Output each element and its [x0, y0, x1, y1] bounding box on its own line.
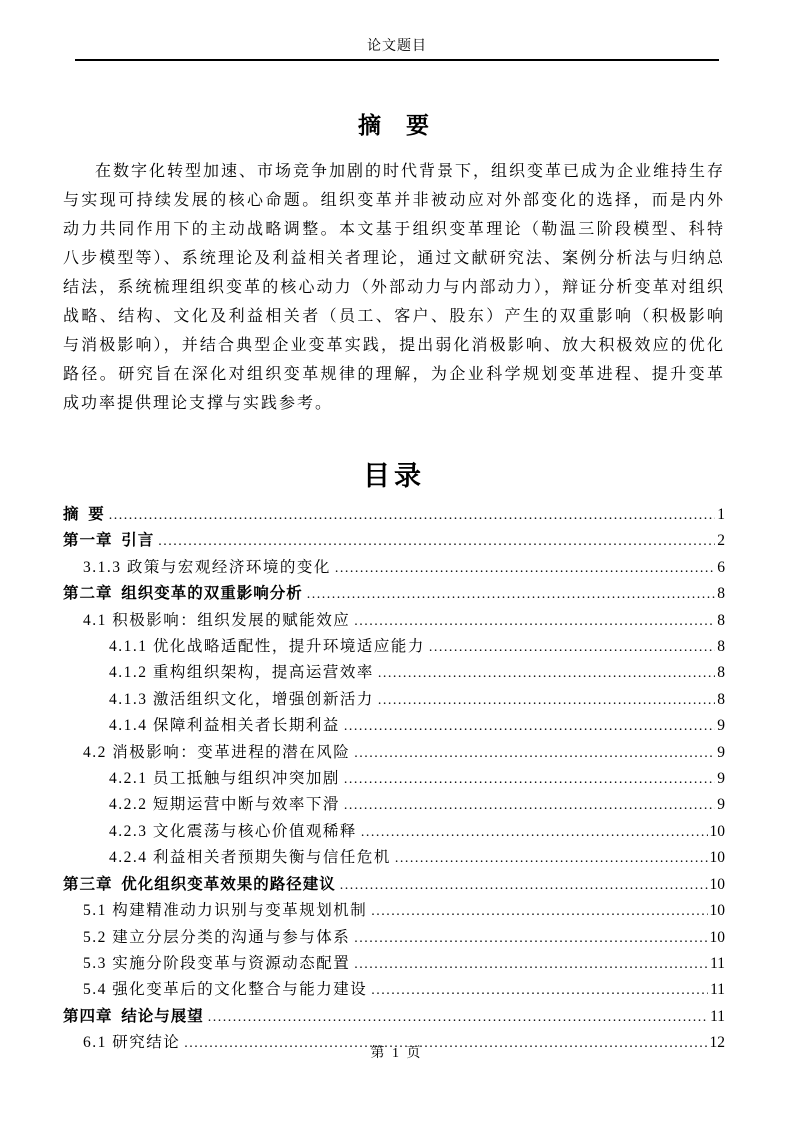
toc-entry[interactable]: [63, 1004, 725, 1030]
toc-dot-leader: [109, 503, 715, 528]
toc-entry-label: 4.2.1 员工抵触与组织冲突加剧: [109, 770, 340, 788]
toc-entry-page-number: 8: [717, 638, 725, 656]
toc-entry-label: 5.4 强化变革后的文化整合与能力建设: [83, 981, 368, 999]
toc-entry-label: 5.3 实施分阶段变革与资源动态配置: [83, 954, 351, 972]
toc-entry-page-number: 10: [709, 902, 725, 920]
toc-entry[interactable]: [63, 845, 725, 871]
toc-entry-page-number: 9: [717, 717, 725, 735]
toc-entry[interactable]: [63, 872, 725, 898]
toc-entry-label: 4.1.4 保障利益相关者长期利益: [109, 717, 340, 735]
toc-entry[interactable]: [63, 977, 725, 1003]
toc-entry-page-number: 6: [717, 558, 725, 576]
toc-dot-leader: [354, 609, 715, 634]
header-title: 论文题目: [367, 39, 427, 54]
toc-dot-leader: [354, 926, 707, 951]
toc-entry-page-number: 8: [717, 585, 725, 603]
toc-entry-label: 第二章 组织变革的双重影响分析: [63, 585, 303, 603]
toc-dot-leader: [335, 556, 715, 581]
toc-entry-label: 4.2.2 短期运营中断与效率下滑: [109, 796, 340, 814]
toc-list: [63, 502, 725, 1057]
toc-entry-page-number: 12: [709, 1034, 725, 1052]
page-header: [75, 0, 719, 61]
toc-entry-page-number: 9: [717, 770, 725, 788]
toc-entry[interactable]: [63, 528, 725, 554]
toc-entry-label: 4.1.1 优化战略适配性，提升环境适应能力: [109, 638, 425, 656]
toc-dot-leader: [354, 741, 715, 766]
toc-dot-leader: [344, 767, 715, 792]
toc-entry-label: 3.1.3 政策与宏观经济环境的变化: [83, 558, 331, 576]
toc-dot-leader: [371, 978, 708, 1003]
toc-entry[interactable]: [63, 951, 725, 977]
toc-entry[interactable]: [63, 608, 725, 634]
toc-entry-page-number: 8: [717, 664, 725, 682]
toc-entry[interactable]: [63, 660, 725, 686]
toc-entry[interactable]: [63, 819, 725, 845]
toc-dot-leader: [344, 714, 715, 739]
toc-dot-leader: [158, 529, 715, 554]
toc-entry-label: 第三章 优化组织变革效果的路径建议: [63, 875, 336, 893]
toc-dot-leader: [307, 582, 715, 607]
abstract-section: [63, 107, 725, 418]
toc-entry-page-number: 10: [709, 875, 725, 893]
toc-title: 目录: [363, 461, 425, 491]
abstract-title: 摘 要: [358, 112, 430, 138]
toc-entry-page-number: 1: [717, 506, 725, 523]
toc-dot-leader: [371, 899, 707, 924]
toc-entry-label: 4.2 消极影响：变革进程的潜在风险: [83, 743, 351, 761]
page-number-text: 第 1 页: [370, 1046, 423, 1061]
page-footer: [0, 1042, 793, 1062]
toc-entry-page-number: 10: [709, 849, 725, 867]
toc-entry-page-number: 10: [709, 822, 725, 840]
toc-entry-page-number: 9: [717, 796, 725, 814]
toc-entry-label: 6.1 研究结论: [83, 1034, 181, 1052]
toc-entry-label: 4.2.4 利益相关者预期失衡与信任危机: [109, 849, 391, 867]
toc-entry-label: 摘 要: [63, 506, 105, 523]
toc-entry-page-number: 9: [717, 743, 725, 761]
toc-entry[interactable]: [63, 555, 725, 581]
toc-entry-page-number: 2: [717, 532, 725, 550]
toc-dot-leader: [361, 820, 708, 845]
toc-entry[interactable]: [63, 898, 725, 924]
toc-entry[interactable]: [63, 634, 725, 660]
toc-section: [63, 454, 725, 1057]
toc-entry[interactable]: [63, 766, 725, 792]
toc-entry[interactable]: [63, 687, 725, 713]
toc-entry-page-number: 10: [709, 928, 725, 946]
toc-entry[interactable]: [63, 502, 725, 528]
toc-dot-leader: [340, 873, 708, 898]
toc-entry-label: 4.2.3 文化震荡与核心价值观稀释: [109, 822, 357, 840]
toc-entry-page-number: 11: [710, 954, 725, 972]
toc-entry-page-number: 8: [717, 611, 725, 629]
toc-entry-label: 4.1.3 激活组织文化，增强创新活力: [109, 690, 374, 708]
toc-entry-label: 5.1 构建精准动力识别与变革规划机制: [83, 902, 368, 920]
toc-entry-page-number: 11: [710, 981, 725, 999]
toc-entry[interactable]: [63, 581, 725, 607]
toc-entry[interactable]: [63, 925, 725, 951]
toc-dot-leader: [344, 793, 715, 818]
toc-entry-page-number: 11: [710, 1007, 725, 1025]
toc-entry[interactable]: [63, 740, 725, 766]
toc-dot-leader: [395, 846, 708, 871]
toc-dot-leader: [429, 635, 715, 660]
toc-dot-leader: [354, 952, 708, 977]
abstract-paragraph: 在数字化转型加速、市场竞争加剧的时代背景下，组织变革已成为企业维持生存与实现可持续发展的核心命题。组织变革并非被动应对外部变化的选择，而是内外动力共同作用下的主动战略调整。本文基于组织变革理论（勒温三阶段模型、科特八步模型等）、系统理论及利益相关者理论，通过文献研究法、案例分析法与归纳总结法，系统梳理组织变革的核心动力（外部动力与内部动力），辩证分析变革对组织战略、结构、文化及利益相关者（员工、客户、股东）产生的双重影响（积极影响与消极影响），并结合典型企业变革实践，提出弱化消极影响、放大积极效应的优化路径。研究旨在深化对组织变革规律的理解，为企业科学规划变革进程、提升变革成功率提供理论支撑与实践参考。: [63, 163, 726, 412]
toc-entry[interactable]: [63, 792, 725, 818]
toc-entry-label: 4.1.2 重构组织架构，提高运营效率: [109, 664, 374, 682]
toc-entry-label: 第四章 结论与展望: [63, 1007, 204, 1025]
toc-entry-label: 第一章 引言: [63, 532, 155, 550]
toc-dot-leader: [208, 1005, 708, 1030]
toc-entry-page-number: 8: [717, 690, 725, 708]
toc-entry[interactable]: [63, 713, 725, 739]
toc-entry-label: 4.1 积极影响：组织发展的赋能效应: [83, 611, 351, 629]
toc-dot-leader: [378, 688, 715, 713]
toc-dot-leader: [378, 661, 715, 686]
toc-entry-label: 5.2 建立分层分类的沟通与参与体系: [83, 928, 351, 946]
